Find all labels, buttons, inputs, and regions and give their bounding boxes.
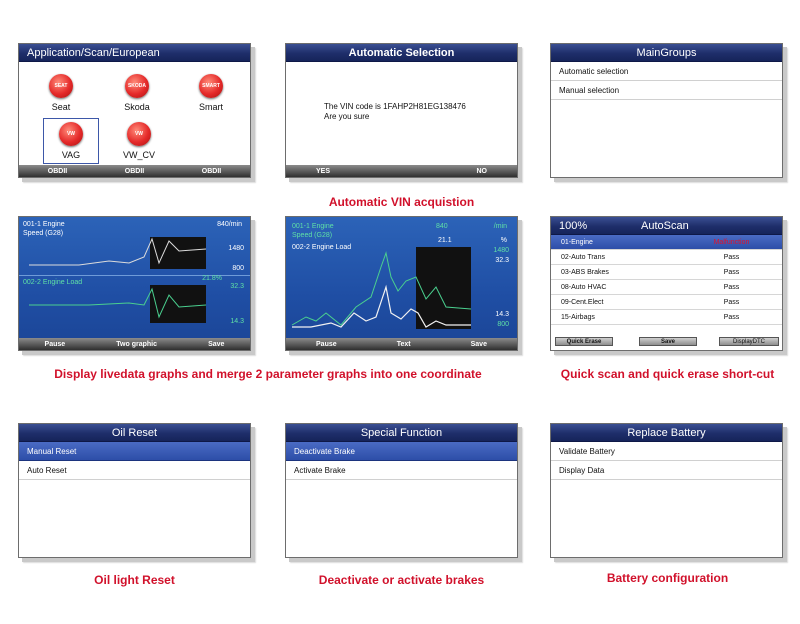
param1-value: 840 <box>436 223 448 230</box>
menu-item-deactivate-brake[interactable]: Deactivate Brake <box>286 442 517 461</box>
param2-percent: 21.8% <box>202 275 222 282</box>
param1-sub: Speed (G28) <box>292 232 333 239</box>
param1-min: 800 <box>232 265 244 272</box>
yes-button[interactable]: YES <box>316 167 331 175</box>
smart-logo-icon: SMART <box>199 74 223 98</box>
param2-min: 14.3 <box>230 318 244 325</box>
function-key-bar <box>19 165 250 177</box>
scan-title-text: AutoScan <box>641 219 689 232</box>
brand-vag[interactable] <box>43 118 99 164</box>
scan-row-hvac[interactable]: 08-Auto HVAC Pass <box>551 280 782 295</box>
no-button[interactable]: NO <box>476 167 487 175</box>
scale-14-3: 14.3 <box>495 311 509 318</box>
status-badge: Pass <box>723 283 740 291</box>
merged-graph-traces <box>286 217 518 351</box>
caption-vin: Automatic VIN acquistion <box>328 195 475 209</box>
scan-row-engine[interactable]: 01-Engine Malfunction <box>551 235 782 250</box>
brand-skoda[interactable] <box>109 74 165 112</box>
autoscan-screen <box>550 216 783 351</box>
special-function-screen <box>285 423 518 558</box>
pause-button[interactable]: Pause <box>316 340 337 348</box>
pause-button[interactable]: Pause <box>44 340 66 348</box>
quick-erase-button[interactable]: Quick Erase <box>555 337 613 346</box>
vin-message <box>324 102 466 122</box>
status-badge: Pass <box>723 313 740 321</box>
save-button[interactable]: Save <box>208 340 225 348</box>
vw-logo-icon: VW <box>127 122 151 146</box>
menu-item-manual-reset[interactable]: Manual Reset <box>19 442 250 461</box>
scan-row-airbags[interactable]: 15-Airbags Pass <box>551 310 782 325</box>
main-groups-screen <box>550 43 783 178</box>
save-button[interactable]: Save <box>470 340 487 348</box>
status-badge: Pass <box>723 253 740 261</box>
status-badge: Pass <box>723 268 740 276</box>
screen-title: Replace Battery <box>551 424 782 442</box>
livedata-two-graph-screen <box>18 216 251 351</box>
menu-item-display-data[interactable]: Display Data <box>551 461 782 480</box>
screen-title: Oil Reset <box>19 424 250 442</box>
brand-label: Smart <box>198 102 223 112</box>
menu-item-validate-battery[interactable]: Validate Battery <box>551 442 782 461</box>
screen-title: Application/Scan/European <box>19 44 250 62</box>
graph-traces <box>19 217 251 351</box>
menu-item-activate-brake[interactable]: Activate Brake <box>286 461 517 480</box>
caption-oil-reset: Oil light Reset <box>94 573 175 587</box>
screen-title: MainGroups <box>551 44 782 62</box>
status-badge: Malfunction <box>713 238 750 246</box>
replace-battery-screen <box>550 423 783 558</box>
screen-title: Special Function <box>286 424 517 442</box>
display-dtc-button[interactable]: DisplayDTC <box>719 337 779 346</box>
automatic-selection-screen <box>285 43 518 178</box>
menu-item-auto-reset[interactable]: Auto Reset <box>19 461 250 480</box>
scan-row-auto-trans[interactable]: 02-Auto Trans Pass <box>551 250 782 265</box>
brand-smart[interactable] <box>183 74 239 112</box>
param2-unit: % <box>500 237 507 244</box>
skoda-logo-icon: SKODA <box>125 74 149 98</box>
european-brand-screen <box>18 43 251 178</box>
f1-key[interactable]: OBDII <box>47 167 68 175</box>
param1-name: 001-1 Engine <box>292 223 334 230</box>
vw-logo-icon: VW <box>59 122 83 146</box>
status-badge: Pass <box>723 298 740 306</box>
seat-logo-icon: SEAT <box>49 74 73 98</box>
f3-key[interactable]: OBDII <box>201 167 222 175</box>
brand-vw-cv[interactable] <box>111 122 167 160</box>
brand-label: VW_CV <box>122 150 155 160</box>
f2-key[interactable]: OBDII <box>124 167 145 175</box>
param1-name: 001-1 Engine <box>23 221 65 228</box>
param2-name: 002-2 Engine Load <box>23 279 83 286</box>
scale-32-3: 32.3 <box>495 257 509 264</box>
param2-name: 002-2 Engine Load <box>292 244 352 251</box>
caption-quick-scan: Quick scan and quick erase short-cut <box>560 367 775 381</box>
confirm-line: Are you sure <box>324 112 370 121</box>
menu-item-manual[interactable]: Manual selection <box>551 81 782 100</box>
function-key-bar <box>286 338 517 350</box>
brand-label: VAG <box>61 150 81 160</box>
scan-progress: 100% <box>559 219 588 232</box>
caption-brakes: Deactivate or activate brakes <box>318 573 485 587</box>
screen-title <box>551 217 782 235</box>
param2-value: 21.1 <box>438 237 452 244</box>
menu-item-automatic[interactable]: Automatic selection <box>551 62 782 81</box>
text-button[interactable]: Text <box>396 340 411 348</box>
brand-label: Skoda <box>124 102 150 112</box>
param2-max: 32.3 <box>230 283 244 290</box>
function-key-bar <box>19 338 250 350</box>
param1-unit: /min <box>493 223 507 230</box>
oil-reset-screen <box>18 423 251 558</box>
vin-line: The VIN code is 1FAHP2H81EG138476 <box>324 102 466 111</box>
livedata-merged-graph-screen <box>285 216 518 351</box>
brand-label: Seat <box>51 102 71 112</box>
scan-row-cent-elect[interactable]: 09-Cent.Elect Pass <box>551 295 782 310</box>
caption-battery: Battery configuration <box>606 571 729 585</box>
scale-800: 800 <box>497 321 509 328</box>
param1-unit: 840/min <box>217 221 242 228</box>
scan-row-abs[interactable]: 03-ABS Brakes Pass <box>551 265 782 280</box>
param1-sub: Speed (G28) <box>23 230 64 237</box>
save-button[interactable]: Save <box>639 337 697 346</box>
screen-title: Automatic Selection <box>286 44 517 62</box>
caption-livedata: Display livedata graphs and merge 2 parameter graphs into one coordinate <box>54 367 482 381</box>
brand-seat[interactable] <box>33 74 89 112</box>
two-graphic-button[interactable]: Two graphic <box>116 340 157 348</box>
scale-1480: 1480 <box>493 247 509 254</box>
function-key-bar <box>286 165 517 177</box>
param1-max: 1480 <box>228 245 244 252</box>
